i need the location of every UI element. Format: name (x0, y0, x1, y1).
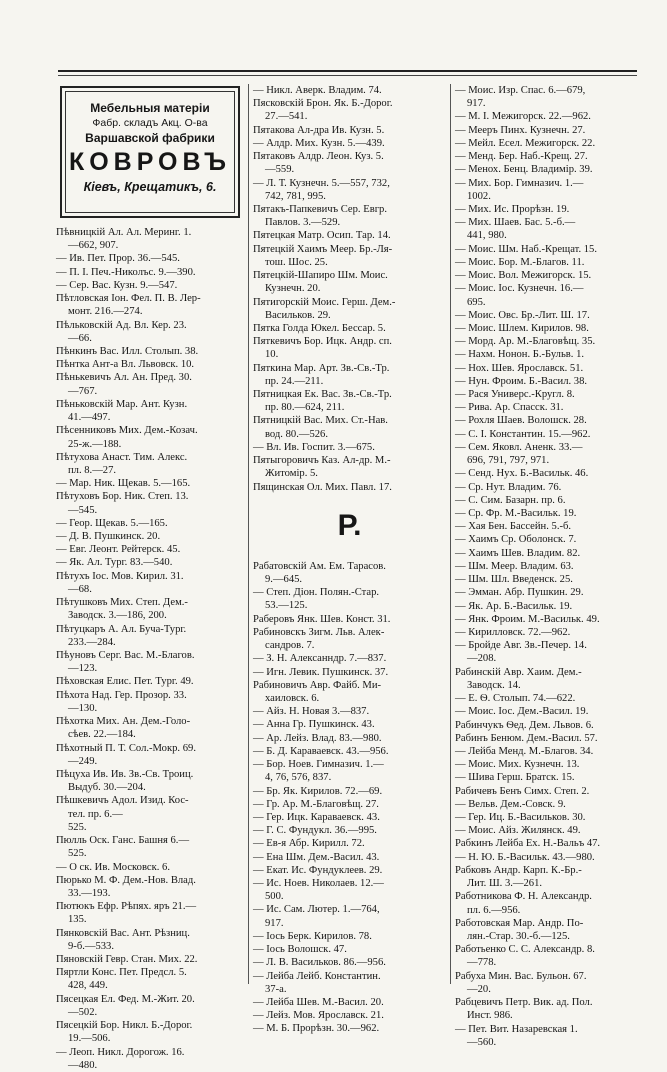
directory-entry: Рабинскій Авр. Хаим. Дем.- (455, 666, 582, 678)
directory-entry: Пятигорскій Моис. Герш. Дем.- (253, 296, 396, 308)
entry-continuation: Павлов. 3.—529. (265, 217, 341, 229)
directory-entry: Пясецкая Ел. Фед. М.-Жит. 20. (56, 993, 195, 1005)
entry-continuation: 25-ж.—188. (68, 438, 122, 450)
directory-entry: — О ск. Ив. Московск. 6. (56, 861, 170, 873)
entry-continuation: 742, 781, 995. (265, 190, 326, 202)
directory-entry: Пѣхотный П. Т. Сол.-Мокр. 69. (56, 742, 196, 754)
directory-entry: Пѣуновъ Серг. Вас. М.-Благов. (56, 650, 195, 661)
directory-column-1 (56, 84, 244, 1071)
directory-entry: — Алдр. Мих. Кузн. 5.—439. (253, 137, 385, 149)
directory-entry: — Леоп. Никл. Дорогож. 16. (56, 1046, 185, 1058)
directory-column-3 (455, 84, 647, 1048)
directory-entry: — Мееръ Пинх. Кузнечн. 27. (455, 124, 586, 136)
directory-entry: — Ар. Лейз. Влад. 83.—980. (253, 732, 382, 744)
directory-entry: — Моис. Іос. Дем.-Васил. 19. (455, 706, 589, 718)
directory-entry: — С. І. Константин. 15.—962. (455, 428, 591, 440)
directory-entry: Пяртли Конс. Пет. Предсл. 5. (56, 967, 187, 979)
entry-continuation: хаиловск. 6. (265, 692, 320, 704)
directory-entry: Работовская Мар. Андр. По- (455, 917, 584, 929)
directory-entry: Раберовъ Янк. Шев. Конст. 31. (253, 613, 391, 625)
entry-continuation: —130. (68, 702, 98, 714)
directory-entry: — Эмман. Абр. Пушкин. 29. (455, 587, 584, 599)
ad-line-factory-warehouse: Фабр. складъ Акц. О-ва (92, 117, 208, 129)
ad-line-address: Кіевъ, Крещатикъ, 6. (83, 180, 217, 194)
entry-continuation: 441, 980. (467, 230, 507, 242)
entry-continuation: тел. пр. 6.— (68, 808, 123, 820)
directory-entry: — Шм. Меер. Владим. 63. (455, 560, 574, 572)
section-letter-heading: Р. (337, 508, 362, 542)
directory-entry: — Нун. Фроим. Б.-Васил. 38. (455, 375, 588, 387)
directory-entry: — Гер. Иц. Б.-Васильков. 30. (455, 812, 586, 824)
directory-entry: Пятницкая Ек. Вас. Зв.-Св.-Тр. (253, 389, 392, 401)
entry-continuation: 500. (265, 891, 284, 903)
directory-entry: — Л. Т. Кузнечн. 5.—557, 732, (253, 177, 390, 189)
directory-entry: Пятецкая Матр. Осип. Тар. 14. (253, 230, 391, 242)
directory-entry: — Моис. Іос. Кузнечн. 16.— (455, 283, 584, 295)
directory-entry: — Менд. Бер. Наб.-Крещ. 27. (455, 151, 588, 163)
directory-entry: Пѣховская Елис. Пет. Тург. 49. (56, 676, 194, 688)
directory-entry: — Як. Ал. Тург. 83.—540. (56, 557, 173, 569)
directory-entry: — Моис. Шлем. Кирилов. 98. (455, 322, 589, 334)
entry-list (253, 84, 446, 1036)
directory-entry: — Моис. Овс. Бр.-Лит. Ш. 17. (455, 309, 590, 321)
entry-continuation: 37-а. (265, 983, 287, 995)
entry-continuation: 917. (265, 917, 284, 929)
directory-entry: — Мар. Ник. Щекав. 5.—165. (56, 478, 191, 490)
directory-entry: — Б. Д. Караваевск. 43.—956. (253, 745, 389, 757)
directory-entry: Пянковскій Вас. Ант. Рѣзниц. (56, 927, 190, 939)
directory-entry: — Мейл. Есел. Межигорск. 22. (455, 137, 596, 149)
entry-list (56, 226, 244, 1072)
directory-entry: — Хаимъ Шев. Владим. 82. (455, 547, 581, 559)
directory-entry: — Степ. Діон. Полян.-Стар. (253, 587, 380, 599)
directory-entry: — М. І. Межигорск. 22.—962. (455, 111, 591, 123)
entry-continuation: Житомір. 5. (265, 468, 318, 480)
directory-entry: Пѣтловская Іон. Фел. П. В. Лер- (56, 293, 201, 305)
directory-entry: — Анна Гр. Пушкинск. 43. (253, 719, 375, 731)
directory-entry: Пѣльковскій Ад. Вл. Кер. 23. (56, 319, 187, 331)
entry-continuation: —66. (68, 332, 92, 344)
column-divider (450, 84, 451, 984)
directory-entry: Рабатовскій Ам. Ем. Тарасов. (253, 560, 386, 572)
directory-entry: Пѣсенниковъ Мих. Дем.-Козач. (56, 425, 198, 437)
directory-entry: Пяткевичъ Бор. Ицк. Андр. сп. (253, 336, 392, 348)
directory-entry: — Моис. Вол. Межигорск. 15. (455, 270, 592, 282)
ad-line-carpets: КОВРОВЪ (68, 148, 232, 176)
directory-entry: Пятецкій-Шапиро Шм. Моис. (253, 270, 388, 282)
entry-continuation: 19.—506. (68, 1033, 111, 1045)
directory-entry: Пятаковъ Алдр. Леон. Куз. 5. (253, 151, 384, 163)
entry-continuation: пр. 80.—624, 211. (265, 402, 345, 414)
directory-entry: — Игн. Левик. Пушкинск. 37. (253, 666, 389, 678)
entry-continuation: 525. (68, 848, 87, 860)
entry-continuation: пл. 8.—27. (68, 464, 117, 476)
entry-continuation: 525. (68, 821, 87, 833)
directory-entry: — Рася Универс.-Кругл. 8. (455, 389, 575, 401)
directory-entry: — Кирилловск. 72.—962. (455, 626, 571, 638)
directory-entry: Пятницкій Вас. Мих. Ст.-Нав. (253, 415, 388, 427)
directory-entry: — Вл. Ив. Госпит. 3.—675. (253, 441, 375, 453)
directory-entry: — П. І. Печ.-Николъс. 9.—390. (56, 266, 196, 278)
entry-continuation: —208. (467, 653, 497, 665)
directory-entry: — Шм. Шл. Введенск. 25. (455, 574, 573, 586)
directory-entry: — Рохля Шаев. Волошск. 28. (455, 415, 587, 427)
directory-entry: — Моис. Шм. Наб.-Крещат. 15. (455, 243, 597, 255)
directory-entry: — Ср. Фр. М.-Васильк. 19. (455, 508, 577, 519)
entry-continuation: лян.-Стар. 30.-б.—125. (467, 931, 570, 942)
directory-entry: — Лейба Шев. М.-Васил. 20. (253, 997, 384, 1008)
entry-continuation: —545. (68, 504, 98, 516)
directory-entry: Рабиновскъ Зигм. Льв. Алек- (253, 626, 385, 638)
entry-continuation: Васильков. 29. (265, 309, 331, 321)
directory-entry: — Мих. Шаев. Бас. 5.-б.— (455, 217, 576, 229)
directory-entry: — Лейба Лейб. Константин. (253, 970, 381, 982)
entry-continuation: 53.—125. (265, 600, 308, 612)
directory-entry: Пѣшкевичъ Адол. Изид. Кос- (56, 795, 189, 807)
directory-entry: — Сенд. Нух. Б.-Васильк. 46. (455, 468, 589, 480)
directory-column-2 (253, 84, 446, 1035)
entry-continuation: 10. (265, 349, 279, 361)
entry-continuation: монт. 216.—274. (68, 306, 143, 318)
directory-entry: — Ис. Сам. Лютер. 1.—764, (253, 904, 380, 916)
entry-continuation: сандров. 7. (265, 640, 315, 652)
directory-entry: Рабинчукъ Ѳед. Дем. Львов. 6. (455, 719, 594, 731)
directory-entry: — Екат. Ис. Фундуклеев. 29. (253, 864, 383, 876)
directory-entry: — Гер. Ицк. Караваевск. 43. (253, 811, 380, 823)
directory-entry: — Моис. Изр. Спас. 6.—679, (455, 85, 586, 96)
entry-continuation: пр. 24.—211. (265, 375, 324, 387)
directory-entry: Рабкинъ Лейба Ех. Н.-Вальъ 47. (455, 838, 601, 850)
directory-entry: Пятка Голда Юкел. Бессар. 5. (253, 322, 386, 334)
entry-continuation: 233.—284. (68, 636, 116, 648)
ad-line-warsaw-factory: Варшавской фабрики (85, 131, 215, 145)
directory-entry: Пѣнкинъ Вас. Илл. Столып. 38. (56, 345, 199, 357)
directory-entry: Пящинская Ол. Мих. Павл. 17. (253, 481, 392, 493)
entry-continuation: 135. (68, 914, 87, 926)
directory-entry: Пѣтушковъ Мих. Степ. Дем.- (56, 597, 188, 609)
entry-continuation: 696, 791, 797, 971. (467, 455, 550, 467)
directory-entry: — Н. Ю. Б.-Васильк. 43.—980. (455, 851, 595, 863)
directory-entry: Пятакъ-Папкевичъ Сер. Евгр. (253, 203, 387, 215)
entry-continuation: Кузнечн. 20. (265, 283, 321, 295)
directory-entry: — Айз. Н. Новая 3.—837. (253, 706, 370, 718)
directory-entry: — Моис. Мих. Кузнечн. 13. (455, 759, 580, 771)
directory-entry: — Моис. Бор. М.-Благов. 11. (455, 256, 585, 268)
directory-entry: Работьенко С. С. Александр. 8. (455, 944, 595, 956)
directory-entry: — Гр. Ар. М.-Благовѣщ. 27. (253, 798, 379, 810)
directory-entry: Пѣвницкій Ал. Ал. Меринг. 1. (56, 227, 192, 238)
directory-entry: — Бройде Авг. Зв.-Печер. 14. (455, 640, 587, 652)
directory-entry: — Ив. Пет. Прор. 36.—545. (56, 253, 180, 265)
directory-entry: — Ср. Нут. Владим. 76. (455, 481, 562, 493)
directory-entry: — З. Н. Алексанндр. 7.—837. (253, 653, 387, 665)
entry-continuation: 1002. (467, 190, 491, 202)
directory-entry: — Пет. Вит. Назаревская 1. (455, 1023, 578, 1035)
entry-continuation: пл. 6.—956. (467, 904, 521, 916)
entry-list (455, 84, 647, 1049)
directory-entry: Пютюкъ Ефр. Рѣпях. яръ 21.— (56, 901, 197, 913)
directory-entry: — Хаимъ Ср. Оболонск. 7. (455, 534, 577, 546)
entry-continuation: 4, 76, 576, 837. (265, 772, 332, 784)
entry-continuation: 428, 449. (68, 980, 108, 992)
directory-entry: Пѣхотка Мих. Ан. Дем.-Голо- (56, 716, 191, 728)
directory-entry: — Сем. Яковл. Аненк. 33.— (455, 441, 583, 453)
directory-entry: Пяткина Мар. Арт. Зв.-Св.-Тр. (253, 362, 390, 374)
directory-entry: Пѣтуховъ Бор. Ник. Степ. 13. (56, 491, 189, 503)
entry-continuation: Заводск. 3.—186, 200. (68, 610, 167, 622)
entry-continuation: 9-б.—533. (68, 940, 114, 952)
entry-continuation: —778. (467, 957, 497, 969)
entry-continuation: —249. (68, 755, 98, 767)
directory-entry: Рабцевичъ Петр. Вик. ад. Пол. (455, 997, 593, 1009)
entry-continuation: вод. 80.—526. (265, 428, 328, 440)
directory-entry: — Лейба Менд. М.-Благов. 34. (455, 745, 594, 757)
directory-entry: Пѣтуцкаръ А. Ал. Буча-Тург. (56, 623, 187, 635)
entry-continuation: 917. (467, 98, 486, 110)
directory-entry: — Ис. Ноев. Николаев. 12.— (253, 878, 384, 890)
directory-entry: — Г. С. Фундукл. 36.—995. (253, 825, 377, 837)
directory-entry: — Никл. Аверк. Владим. 74. (253, 85, 382, 96)
directory-entry: — Рива. Ар. Спасск. 31. (455, 402, 564, 414)
entry-continuation: —502. (68, 1006, 98, 1018)
furniture-fabric-advertisement (60, 86, 240, 218)
directory-entry: Пѣньковскій Мар. Ант. Кузн. (56, 398, 188, 410)
entry-continuation: 33.—193. (68, 887, 111, 899)
top-rule-thin (58, 75, 637, 76)
directory-entry: Пѣнькевичъ Ал. Ан. Пред. 30. (56, 372, 192, 384)
directory-entry: — Бр. Як. Кирилов. 72.—69. (253, 785, 383, 797)
directory-entry: — Ев-я Абр. Кирилл. 72. (253, 838, 365, 850)
directory-entry: Рабуха Мин. Вас. Бульон. 67. (455, 970, 587, 982)
directory-entry: — М. Б. Прорѣзн. 30.—962. (253, 1023, 380, 1035)
directory-entry: Пѣтухъ Іос. Мов. Кирил. 31. (56, 570, 184, 582)
entry-continuation: —480. (68, 1059, 98, 1071)
directory-entry: — Мих. Бор. Гимназич. 1.— (455, 177, 584, 189)
entry-continuation: Лит. Ш. 3.—261. (467, 878, 543, 890)
entry-continuation: —662, 907. (68, 240, 119, 252)
top-rule (58, 70, 637, 72)
directory-entry: — Е. Ѳ. Столып. 74.—622. (455, 693, 576, 705)
directory-entry: — Нох. Шев. Ярославск. 51. (455, 362, 584, 374)
entry-continuation: —123. (68, 663, 98, 675)
directory-entry: Пятецкій Хаимъ Меер. Бр.-Ля- (253, 243, 393, 255)
entry-continuation: 695. (467, 296, 486, 308)
advertisement-frame (65, 91, 235, 213)
directory-entry: — Менох. Бенц. Владимір. 39. (455, 164, 593, 176)
entry-continuation: —68. (68, 583, 92, 595)
directory-entry: — Янк. Фроим. М.-Васильк. 49. (455, 613, 600, 625)
directory-entry: — Геор. Щекав. 5.—165. (56, 517, 168, 529)
entry-continuation: тош. Шос. 25. (265, 256, 328, 268)
directory-entry: — Евг. Леонт. Рейтерск. 45. (56, 544, 181, 556)
directory-entry: — Бор. Ноев. Гимназич. 1.— (253, 759, 384, 771)
directory-entry: — Хая Бен. Бассейн. 5.-б. (455, 521, 572, 533)
entry-continuation: —560. (467, 1036, 497, 1048)
entry-continuation: 41.—497. (68, 412, 111, 424)
directory-entry: Пѣнтка Ант-а Вл. Львовск. 10. (56, 359, 195, 371)
entry-continuation: 9.—645. (265, 574, 303, 585)
directory-entry: — Іось Берк. Кирилов. 78. (253, 930, 372, 942)
directory-entry: Работникова Ф. Н. Александр. (455, 891, 592, 903)
directory-entry: — Вельв. Дем.-Совск. 9. (455, 798, 566, 810)
directory-entry: Рабичевъ Бенъ Симх. Степ. 2. (455, 785, 590, 797)
directory-entry: — Мих. Ис. Прорѣзн. 19. (455, 203, 570, 215)
directory-entry: Пѣтухова Анаст. Тим. Алекс. (56, 451, 188, 463)
directory-entry: Пѣцуха Ив. Ив. Зв.-Св. Троиц. (56, 768, 194, 780)
entry-continuation: Заводск. 14. (467, 679, 521, 691)
entry-continuation: —20. (467, 983, 491, 995)
directory-entry: — Шива Герш. Братск. 15. (455, 772, 575, 784)
entry-continuation: сѣев. 22.—184. (68, 729, 136, 741)
column-divider (248, 84, 249, 984)
directory-entry: — Іось Волошск. 47. (253, 944, 347, 956)
directory-entry: Пяновскій Гевр. Стан. Мих. 22. (56, 954, 198, 966)
entry-continuation: Инст. 986. (467, 1010, 513, 1022)
directory-entry: Рабиновичъ Авр. Файб. Ми- (253, 679, 382, 691)
directory-entry: Пюрько М. Ф. Дем.-Нов. Влад. (56, 874, 196, 886)
directory-entry: — Як. Ар. Б.-Васильк. 19. (455, 600, 573, 612)
directory-entry: Пясковскій Брон. Як. Б.-Дорог. (253, 98, 393, 110)
directory-entry: Рабковъ Андр. Карп. К.-Бр.- (455, 864, 582, 876)
directory-entry: — С. Сим. Базарн. пр. 6. (455, 494, 566, 506)
entry-continuation: 27.—541. (265, 111, 308, 123)
directory-entry: — Нахм. Нонон. Б.-Бульв. 1. (455, 349, 585, 361)
entry-continuation: Выдуб. 30.—204. (68, 782, 146, 794)
entry-continuation: —559. (265, 164, 295, 176)
directory-entry: — Лейз. Мов. Ярославск. 21. (253, 1010, 384, 1022)
directory-entry: — Д. В. Пушкинск. 20. (56, 531, 161, 543)
directory-entry: — Морд. Ар. М.-Благовѣщ. 35. (455, 336, 596, 348)
directory-entry: Пясецкій Бор. Никл. Б.-Дорог. (56, 1020, 193, 1032)
directory-entry: Пѣхота Над. Гер. Прозор. 33. (56, 689, 187, 701)
entry-continuation: —767. (68, 385, 98, 397)
directory-entry: Пятакова Ал-дра Ив. Кузн. 5. (253, 124, 385, 136)
directory-entry: Пюлль Оск. Ганс. Башня 6.— (56, 835, 190, 847)
directory-entry: Рабинъ Бенюм. Дем.-Васил. 57. (455, 732, 598, 744)
directory-entry: — Моис. Айз. Жилянск. 49. (455, 825, 581, 837)
ad-line-furniture-fabrics: Мебельныя матеріи (90, 101, 210, 115)
directory-entry: — Ена Шм. Дем.-Васил. 43. (253, 851, 380, 863)
directory-entry: Пятыгоровичъ Каз. Ал-др. М.- (253, 455, 391, 467)
directory-entry: — Л. В. Васильков. 86.—956. (253, 957, 386, 969)
directory-entry: — Сер. Вас. Кузн. 9.—547. (56, 279, 178, 291)
